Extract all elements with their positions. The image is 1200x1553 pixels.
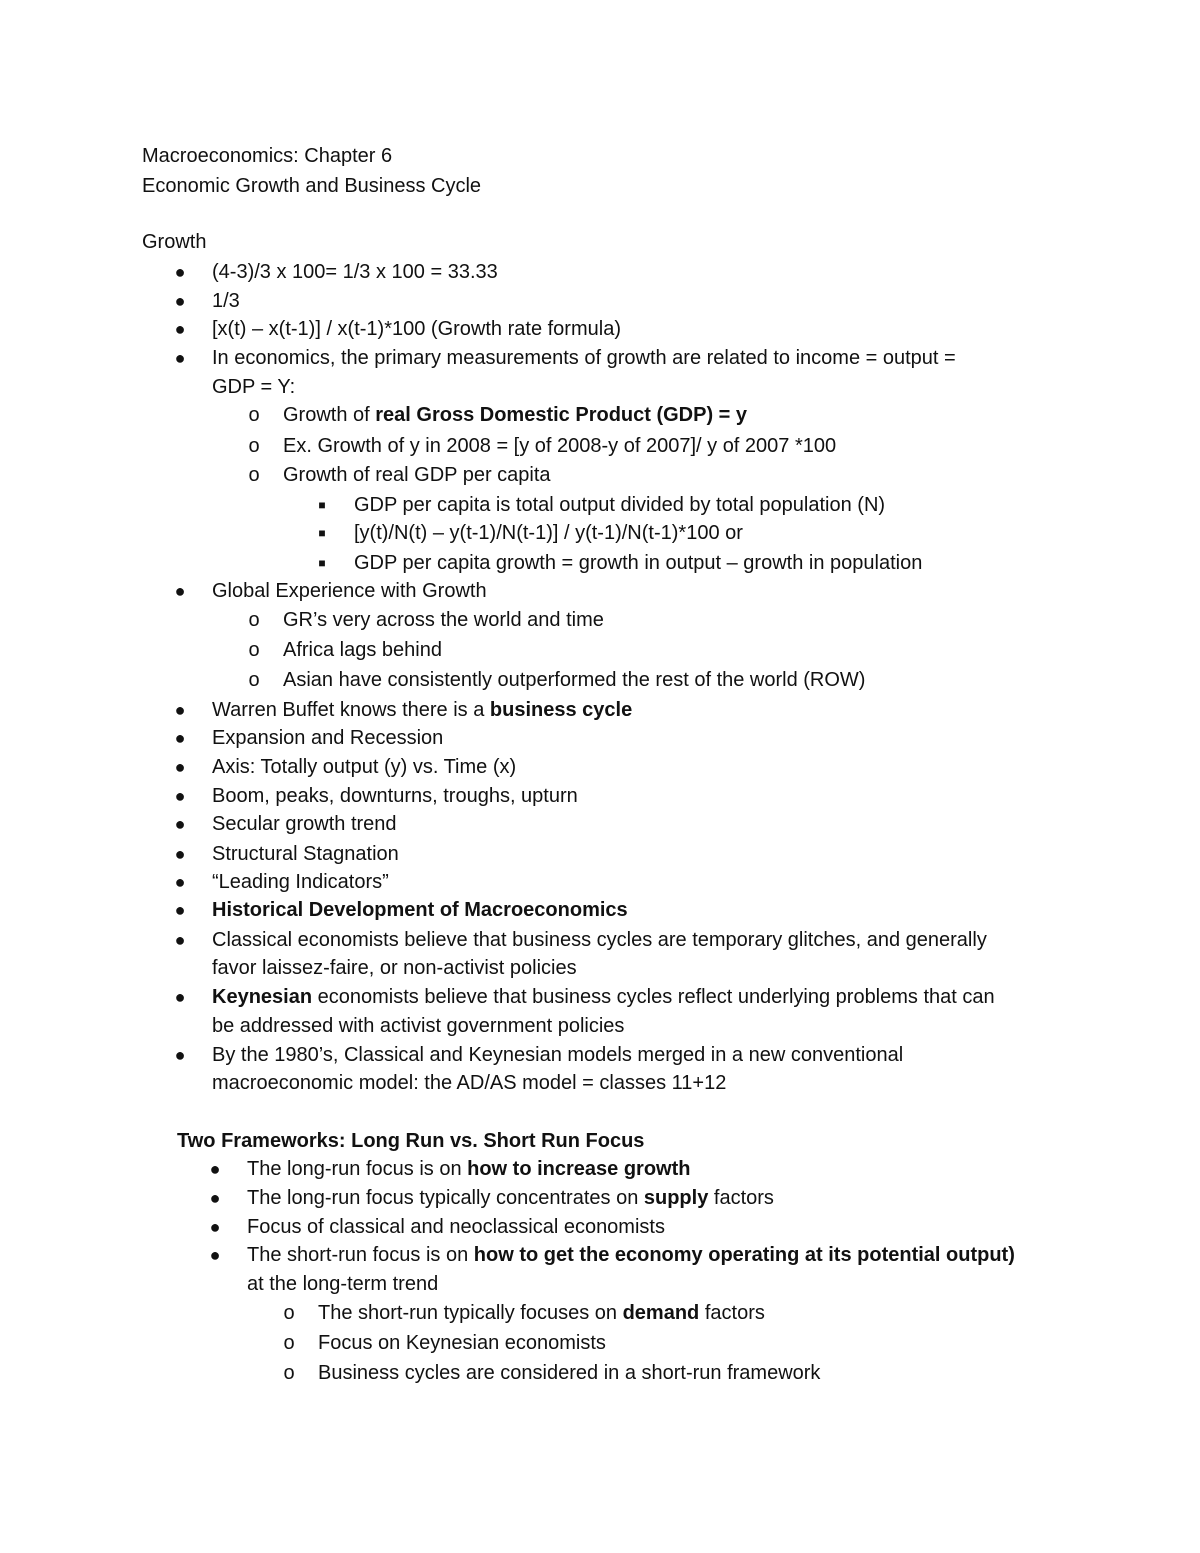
list-item: The long-run focus typically concentrates on supply factors xyxy=(247,1187,774,1209)
bullet-circle: o xyxy=(248,404,260,426)
bullet-circle: o xyxy=(283,1332,295,1354)
list-item: Global Experience with Growth xyxy=(212,580,487,602)
document-subtitle: Economic Growth and Business Cycle xyxy=(142,175,482,197)
list-item: Focus on Keynesian economists xyxy=(318,1332,606,1354)
bullet-dot: ● xyxy=(174,987,186,1007)
list-item: Secular growth trend xyxy=(212,813,397,835)
list-item-continuation: at the long-term trend xyxy=(247,1273,439,1295)
bullet-square: ■ xyxy=(318,498,326,512)
list-item-continuation: GDP = Y: xyxy=(212,376,296,398)
list-item: Keynesian economists believe that business cycles reflect underlying problems that can xyxy=(212,986,995,1008)
list-item: Africa lags behind xyxy=(283,639,442,661)
bullet-dot: ● xyxy=(174,319,186,339)
section-heading-frameworks: Two Frameworks: Long Run vs. Short Run Focus xyxy=(177,1130,645,1152)
list-item: Classical economists believe that business cycles are temporary glitches, and generally xyxy=(212,929,987,951)
list-item: Focus of classical and neoclassical economists xyxy=(247,1216,665,1238)
list-item: [x(t) – x(t-1)] / x(t-1)*100 (Growth rate formula) xyxy=(212,318,621,340)
bullet-square: ■ xyxy=(318,556,326,570)
bullet-circle: o xyxy=(248,435,260,457)
list-item: In economics, the primary measurements of growth are related to income = output = xyxy=(212,347,956,369)
list-item: By the 1980’s, Classical and Keynesian models merged in a new conventional xyxy=(212,1044,904,1066)
bullet-dot: ● xyxy=(174,291,186,311)
bullet-dot: ● xyxy=(209,1217,221,1237)
bullet-circle: o xyxy=(248,609,260,631)
list-item: Business cycles are considered in a short-run framework xyxy=(318,1362,821,1384)
list-item: Asian have consistently outperformed the rest of the world (ROW) xyxy=(283,669,866,691)
list-item: Warren Buffet knows there is a business cycle xyxy=(212,699,633,721)
bullet-circle: o xyxy=(283,1362,295,1384)
bullet-dot: ● xyxy=(174,844,186,864)
list-item: Growth of real Gross Domestic Product (GDP) = y xyxy=(283,404,748,426)
list-item: 1/3 xyxy=(212,290,240,312)
list-item: Growth of real GDP per capita xyxy=(283,464,551,486)
bullet-dot: ● xyxy=(174,348,186,368)
bullet-dot: ● xyxy=(174,872,186,892)
list-item: Axis: Totally output (y) vs. Time (x) xyxy=(212,756,517,778)
list-item: “Leading Indicators” xyxy=(212,871,389,893)
bullet-dot: ● xyxy=(209,1245,221,1265)
bullet-circle: o xyxy=(283,1302,295,1324)
document-title: Macroeconomics: Chapter 6 xyxy=(142,145,393,167)
list-item-continuation: macroeconomic model: the AD/AS model = classes 11+12 xyxy=(212,1072,727,1094)
bullet-dot: ● xyxy=(174,700,186,720)
bullet-dot: ● xyxy=(209,1159,221,1179)
list-item-continuation: be addressed with activist government policies xyxy=(212,1015,625,1037)
bullet-dot: ● xyxy=(174,814,186,834)
bullet-circle: o xyxy=(248,464,260,486)
list-item: Ex. Growth of y in 2008 = [y of 2008-y of 2007]/ y of 2007 *100 xyxy=(283,435,837,457)
bullet-circle: o xyxy=(248,639,260,661)
bullet-circle: o xyxy=(248,669,260,691)
bullet-dot: ● xyxy=(174,728,186,748)
bullet-dot: ● xyxy=(174,757,186,777)
list-item: The short-run focus is on how to get the economy operating at its potential output) xyxy=(247,1244,1015,1266)
bullet-dot: ● xyxy=(174,930,186,950)
bullet-square: ■ xyxy=(318,526,326,540)
list-item: Boom, peaks, downturns, troughs, upturn xyxy=(212,785,578,807)
list-item: The long-run focus is on how to increase growth xyxy=(247,1158,691,1180)
list-item: [y(t)/N(t) – y(t-1)/N(t-1)] / y(t-1)/N(t-1)*100 or xyxy=(354,522,743,544)
list-item: GDP per capita is total output divided by total population (N) xyxy=(354,494,886,516)
bullet-dot: ● xyxy=(174,786,186,806)
section-heading-growth: Growth xyxy=(142,231,207,253)
bullet-dot: ● xyxy=(174,581,186,601)
list-item: GDP per capita growth = growth in output – growth in population xyxy=(354,552,923,574)
list-item: Structural Stagnation xyxy=(212,843,399,865)
list-item: The short-run typically focuses on demand factors xyxy=(318,1302,765,1324)
bullet-dot: ● xyxy=(174,262,186,282)
bullet-dot: ● xyxy=(209,1188,221,1208)
list-item: GR’s very across the world and time xyxy=(283,609,604,631)
list-item: Historical Development of Macroeconomics xyxy=(212,899,628,921)
list-item: Expansion and Recession xyxy=(212,727,444,749)
list-item-continuation: favor laissez-faire, or non-activist policies xyxy=(212,957,577,979)
bullet-dot: ● xyxy=(174,900,186,920)
bullet-dot: ● xyxy=(174,1045,186,1065)
list-item: (4-3)/3 x 100= 1/3 x 100 = 33.33 xyxy=(212,261,498,283)
